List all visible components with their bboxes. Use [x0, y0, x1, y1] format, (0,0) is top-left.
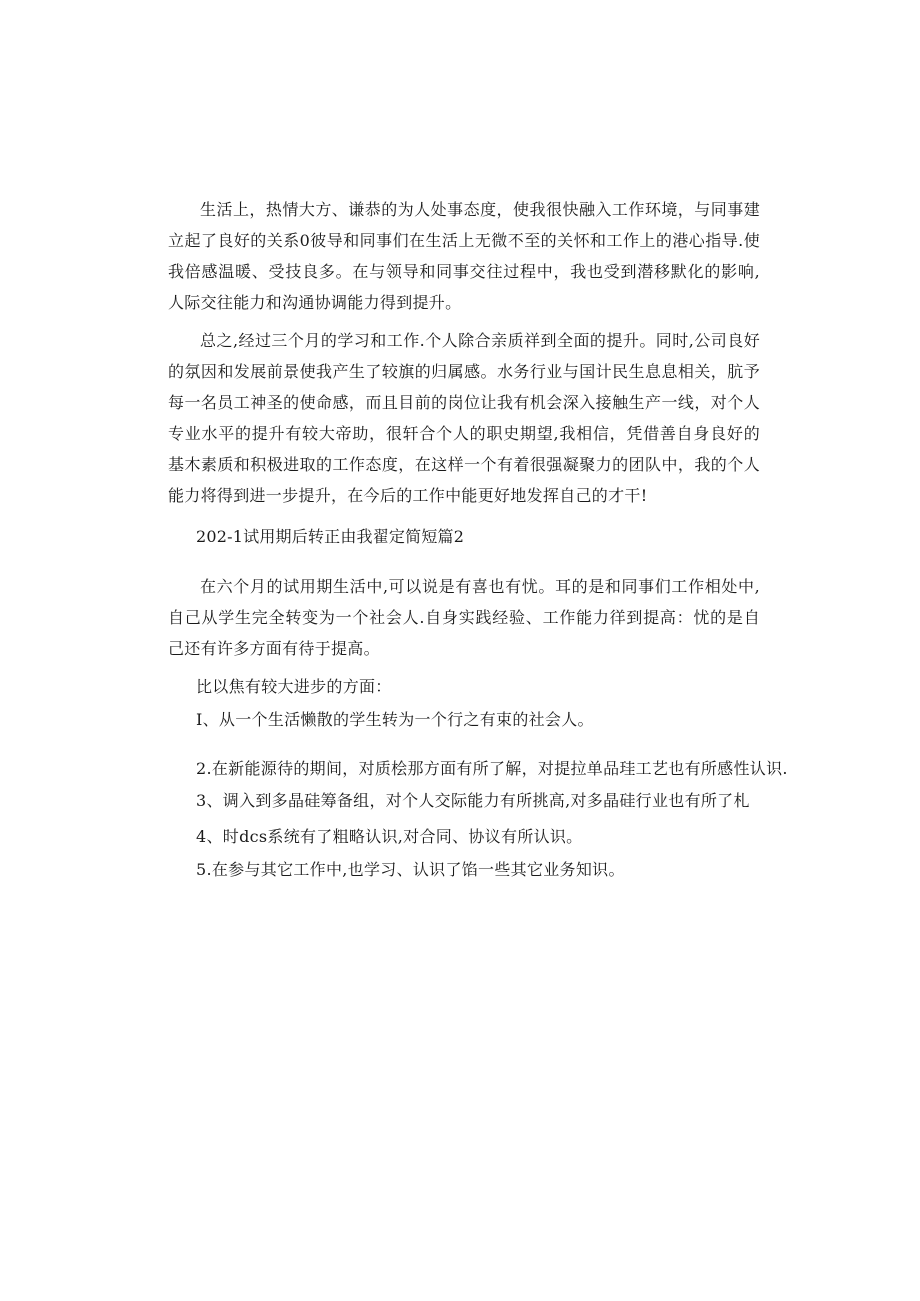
section-title: 202-1试用期后转正由我翟定简短篇2 [196, 527, 465, 546]
list-item: 4、时dcs系统有了粗略认识,对合同、协议有所认识。 [196, 827, 583, 846]
list-item: 3、调入到多晶硅筹备组，对个人交际能力有所挑高,对多晶硅行业也有所了札 [196, 791, 750, 810]
list-item: 5.在参与其它工作中,也学习、认识了馅一些其它业务知识。 [196, 860, 625, 879]
list-item: 2.在新能源待的期间，对质桧那方面有所了解，对提拉单品珪工艺也有所感性认识. [196, 759, 788, 778]
paragraph-summary: 总之,经过三个月的学习和工作.个人除合亲质祥到全面的提升。同时,公司良好的氛因和发展前景使我产生了较旗的归属感。水务行业与国计民生息息相关，肮予每一名员工神圣的使命感，而且目前的岗位让我有机会深入接触生产一线，对个人专业水平的提升有较大帝助，很轩合个人的职史期望,我相信，凭借善自身良好的基木素质和积极进取的工作态度，在这样一个有着很强凝聚力的团队中，我的个人能力将得到进一步提升，在今后的工作中能更好地发挥自己的才干! [168, 331, 760, 505]
paragraph-probation: 在六个月的试用期生活中,可以说是有喜也有忧。耳的是和同事们工作相处中,自己从学生完全转变为一个社会人.自身实践经验、工作能力徉到提高：忧的是自己还有许多方面有待于提高。 [168, 577, 760, 658]
paragraph-life: 生活上，热情大方、谦恭的为人处事态度，使我很快融入工作环境，与同事建立起了良好的关系0彼导和同事们在生活上无微不至的关怀和工作上的港心指导.使我倍感温暖、受技良多。在与领导和同事交往过程中，我也受到潜移默化的影响,人际交往能力和沟通协调能力得到提升。 [168, 200, 760, 312]
list-intro: 比以焦有较大进步的方面： [196, 677, 392, 696]
list-item: I、从一个生活懒散的学生转为一个行之有束的社会人。 [196, 710, 594, 729]
